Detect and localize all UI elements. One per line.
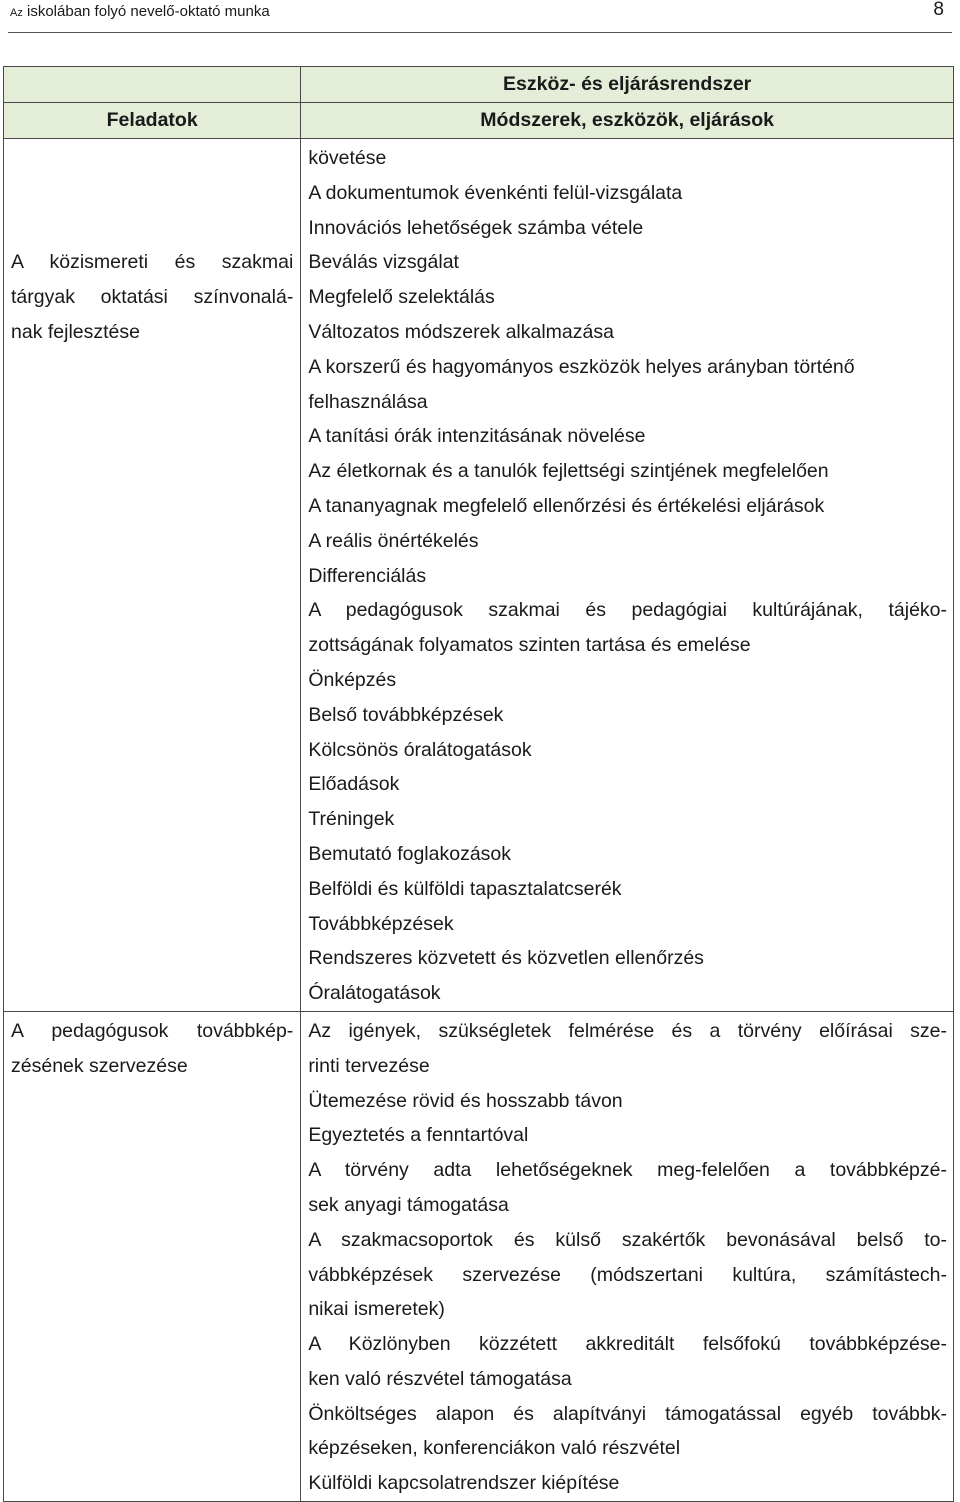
method-line: A korszerű és hagyományos eszközök helyes arányban történő xyxy=(308,355,855,378)
methods-table xyxy=(3,66,954,1502)
header-divider xyxy=(8,32,952,33)
method-line: Rendszeres közvetett és közvetlen ellenőrzés xyxy=(308,947,704,970)
method-line: Az igények, szükségletek felmérése és a törvény előírásai sze- xyxy=(308,1019,947,1042)
method-line: Belföldi és külföldi tapasztalatcserék xyxy=(308,877,622,900)
method-line: Az életkornak és a tanulók fejlettségi szintjének megfelelően xyxy=(308,460,829,483)
method-line: sek anyagi támogatása xyxy=(308,1193,509,1216)
method-line: Külföldi kapcsolatrendszer kiépítése xyxy=(308,1472,620,1495)
page-header-title-prefix: Az xyxy=(10,7,23,19)
method-line: Innovációs lehetőségek számba vétele xyxy=(308,216,644,239)
method-line: követése xyxy=(308,147,387,169)
page-header xyxy=(10,0,950,24)
method-line: A törvény adta lehetőségeknek meg-felelően a továbbképzé- xyxy=(308,1159,947,1182)
method-line: Továbbképzések xyxy=(308,912,454,935)
method-line: Előadások xyxy=(308,773,400,796)
task-line: tárgyak oktatási színvonalá- xyxy=(11,286,294,309)
col-header-methods: Módszerek, eszközök, eljárások xyxy=(301,103,954,139)
method-line: Beválás vizsgálat xyxy=(308,251,459,274)
method-line: Kölcsönös óralátogatások xyxy=(308,738,532,761)
method-line: Egyeztetés a fenntartóval xyxy=(308,1124,529,1147)
method-line: Differenciálás xyxy=(308,564,427,587)
task-line: nak fejlesztése xyxy=(11,320,140,343)
methods-cell-1 xyxy=(301,139,954,1012)
method-line: A pedagógusok szakmai és pedagógiai kultúrájának, tájéko- xyxy=(308,599,947,622)
method-line: Belső továbbképzések xyxy=(308,703,504,726)
method-line: A reális önértékelés xyxy=(308,529,479,552)
task-line: zésének szervezése xyxy=(11,1054,188,1077)
method-line: A tanítási órák intenzitásának növelése xyxy=(308,425,646,448)
method-line: nikai ismeretek) xyxy=(308,1298,445,1321)
method-line: A Közlönyben közzétett akkreditált felsőfokú továbbképzése- xyxy=(308,1333,947,1356)
table-row xyxy=(4,139,954,1012)
task-cell-1 xyxy=(4,139,301,1012)
col-header-tasks: Feladatok xyxy=(4,103,301,139)
method-line: vábbképzések szervezése (módszertani kultúra, számítástech- xyxy=(308,1263,947,1286)
page-number: 8 xyxy=(933,0,944,20)
group-header: Eszköz- és eljárásrendszer xyxy=(301,67,954,103)
task-line: A közismereti és szakmai xyxy=(11,251,294,274)
method-line: rinti tervezése xyxy=(308,1054,430,1077)
table-row xyxy=(4,1011,954,1501)
method-line: Önköltséges alapon és alapítványi támogatással egyéb továbbk- xyxy=(308,1402,947,1425)
method-line: Óralátogatások xyxy=(308,982,441,1005)
method-line: Tréningek xyxy=(308,808,395,831)
method-line: Önképzés xyxy=(308,668,397,691)
task-cell-2 xyxy=(4,1011,301,1501)
page-header-title xyxy=(10,0,270,25)
method-line: Változatos módszerek alkalmazása xyxy=(308,320,614,343)
method-line: képzéseken, konferenciákon való részvétel xyxy=(308,1437,681,1460)
method-line: zottságának folyamatos szinten tartása és emelése xyxy=(308,634,751,657)
methods-cell-2 xyxy=(301,1011,954,1501)
method-line: Ütemezése rövid és hosszabb távon xyxy=(308,1089,623,1112)
method-line: Megfelelő szelektálás xyxy=(308,286,495,309)
page-header-title-rest: iskolában folyó nevelő-oktató munka xyxy=(22,3,270,20)
method-line: Bemutató foglakozások xyxy=(308,842,512,865)
method-line: ken való részvétel támogatása xyxy=(308,1367,572,1390)
table-corner-cell xyxy=(4,67,301,103)
method-line: A szakmacsoportok és külső szakértők bevonásával belső to- xyxy=(308,1228,947,1251)
method-line: A tananyagnak megfelelő ellenőrzési és értékelési eljárások xyxy=(308,494,825,517)
method-line: felhasználása xyxy=(308,390,428,413)
method-line: A dokumentumok évenkénti felül-vizsgálata xyxy=(308,181,683,204)
task-line: A pedagógusok továbbkép- xyxy=(11,1019,294,1042)
